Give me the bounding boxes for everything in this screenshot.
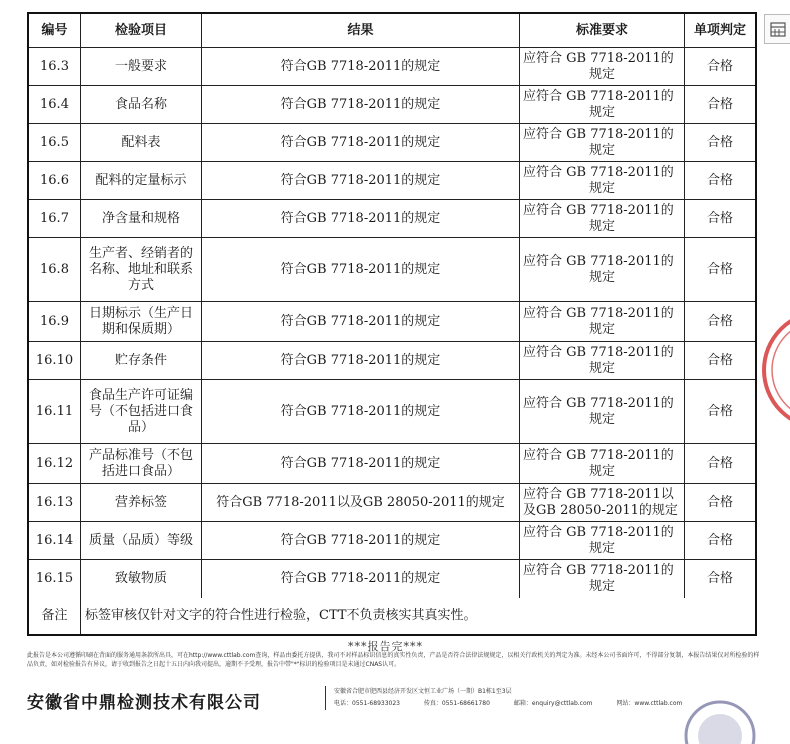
row-judgement: 合格 bbox=[706, 494, 733, 510]
header-no: 编号 bbox=[29, 14, 81, 47]
row-result: 符合GB 7718-2011的规定 bbox=[202, 124, 520, 161]
row-result: 符合GB 7718-2011以及GB 28050-2011的规定 bbox=[202, 484, 520, 521]
seal-emblem bbox=[680, 692, 760, 744]
row-result: 符合GB 7718-2011的规定 bbox=[202, 162, 520, 199]
row-result: 符合GB 7718-2011的规定 bbox=[202, 522, 520, 559]
row-standard bbox=[520, 200, 685, 237]
table-row bbox=[29, 484, 755, 522]
row-judgement: 合格 bbox=[706, 571, 733, 586]
row-result: 符合GB 7718-2011的规定 bbox=[202, 238, 520, 301]
row-item: 一般要求 bbox=[81, 48, 202, 85]
row-standard bbox=[520, 48, 685, 85]
row-item: 食品名称 bbox=[81, 86, 202, 123]
standard-line-2: 规定 bbox=[588, 104, 615, 120]
row-no: 16.8 bbox=[29, 238, 81, 301]
standard-line-1: 应符合 GB 7718-2011的 bbox=[523, 164, 674, 180]
row-result: 符合GB 7718-2011的规定 bbox=[202, 342, 520, 379]
row-standard bbox=[520, 162, 685, 199]
fax-text: 传真：0551-68661780 bbox=[423, 700, 490, 707]
row-item: 贮存条件 bbox=[81, 342, 202, 379]
row-no: 16.6 bbox=[29, 162, 81, 199]
table-row bbox=[29, 48, 755, 86]
row-judgement: 合格 bbox=[706, 210, 733, 226]
row-result: 符合GB 7718-2011的规定 bbox=[202, 560, 520, 598]
table-row bbox=[29, 200, 755, 238]
fine-print: 此报告是本公司遵循印刷在背面的服务通用条款所出具，可在http://www.cttlab.com查询，样品由委托方提供，我司不对样品标识信息的真实性负责，产品是否符合法律法规规定，以相关行政机关的判定为准。未经本公司书面许可，不得部分复制，本报告结果仅对所检验的样品负责，如对检验报告有异议，请于收到报告之日起十五日内向我司提出，逾期不予受理，报告中带"*"标识的检验项目是未通过CNAS认可。 bbox=[27, 652, 760, 668]
row-no: 16.7 bbox=[29, 200, 81, 237]
row-result: 符合GB 7718-2011的规定 bbox=[202, 302, 520, 341]
row-standard bbox=[520, 380, 685, 443]
standard-line-1: 应符合 GB 7718-2011的 bbox=[523, 344, 674, 360]
row-item: 净含量和规格 bbox=[81, 200, 202, 237]
row-result: 符合GB 7718-2011的规定 bbox=[202, 200, 520, 237]
standard-line-2: 规定 bbox=[588, 321, 615, 337]
row-judgement: 合格 bbox=[706, 261, 733, 277]
standard-line-2: 规定 bbox=[588, 579, 615, 594]
row-judgement: 合格 bbox=[706, 352, 733, 368]
standard-line-2: 规定 bbox=[588, 180, 615, 196]
row-result: 符合GB 7718-2011的规定 bbox=[202, 48, 520, 85]
table-row bbox=[29, 522, 755, 560]
standard-line-2: 规定 bbox=[588, 218, 615, 234]
standard-line-1: 应符合 GB 7718-2011的 bbox=[523, 50, 674, 66]
web-text: 网站：www.cttlab.com bbox=[616, 700, 683, 707]
table-row bbox=[29, 162, 755, 200]
row-standard bbox=[520, 522, 685, 559]
table-row bbox=[29, 302, 755, 342]
table-row bbox=[29, 444, 755, 484]
standard-line-2: 规定 bbox=[588, 66, 615, 82]
standard-line-1: 应符合 GB 7718-2011的 bbox=[523, 524, 674, 540]
standard-line-2: 规定 bbox=[588, 360, 615, 376]
standard-line-2: 规定 bbox=[588, 142, 615, 158]
row-judgement: 合格 bbox=[706, 96, 733, 112]
row-judgement: 合格 bbox=[706, 313, 733, 329]
row-no: 16.4 bbox=[29, 86, 81, 123]
row-item: 配料表 bbox=[81, 124, 202, 161]
row-judgement: 合格 bbox=[706, 58, 733, 74]
row-result: 符合GB 7718-2011的规定 bbox=[202, 86, 520, 123]
standard-line-1: 应符合 GB 7718-2011的 bbox=[523, 395, 674, 411]
table-row bbox=[29, 238, 755, 302]
row-judgement: 合格 bbox=[706, 134, 733, 150]
row-item: 质量（品质）等级 bbox=[81, 522, 202, 559]
table-row bbox=[29, 86, 755, 124]
row-judgement: 合格 bbox=[706, 532, 733, 548]
standard-line-1: 应符合 GB 7718-2011的 bbox=[523, 305, 674, 321]
row-no: 16.11 bbox=[29, 380, 81, 443]
header-item: 检验项目 bbox=[81, 14, 202, 47]
row-no: 16.15 bbox=[29, 560, 81, 598]
tel-text: 电话：0551-68933023 bbox=[334, 700, 400, 707]
row-no: 16.5 bbox=[29, 124, 81, 161]
row-standard bbox=[520, 302, 685, 341]
header-judgement: 单项判定 bbox=[693, 22, 746, 38]
row-standard bbox=[520, 86, 685, 123]
row-judgement: 合格 bbox=[706, 403, 733, 419]
row-no: 16.10 bbox=[29, 342, 81, 379]
address-text: 安徽省合肥市肥西县经济开发区文恒工业广场（一期）B1栋1至3层 bbox=[334, 688, 512, 695]
standard-line-1: 应符合 GB 7718-2011以 bbox=[523, 486, 674, 502]
report-end-text: ***报告完*** bbox=[348, 640, 423, 653]
table-row bbox=[29, 380, 755, 444]
inspection-table bbox=[27, 12, 757, 636]
table-row bbox=[29, 124, 755, 162]
row-no: 16.12 bbox=[29, 444, 81, 483]
table-row bbox=[29, 342, 755, 380]
standard-line-2: 规定 bbox=[588, 540, 615, 556]
row-standard bbox=[520, 124, 685, 161]
header-standard: 标准要求 bbox=[520, 14, 685, 47]
note-label: 备注 bbox=[29, 598, 81, 634]
row-item: 日期标示（生产日期和保质期） bbox=[81, 302, 202, 341]
row-item: 配料的定量标示 bbox=[81, 162, 202, 199]
table-header bbox=[29, 14, 755, 48]
row-result: 符合GB 7718-2011的规定 bbox=[202, 380, 520, 443]
header-result: 结果 bbox=[202, 14, 520, 47]
standard-line-1: 应符合 GB 7718-2011的 bbox=[523, 447, 674, 463]
row-standard bbox=[520, 444, 685, 483]
standard-line-1: 应符合 GB 7718-2011的 bbox=[523, 253, 674, 269]
row-item: 生产者、经销者的名称、地址和联系方式 bbox=[81, 238, 202, 301]
note-text: 标签审核仅针对文字的符合性进行检验，CTT不负责核实其真实性。 bbox=[85, 608, 477, 623]
row-standard bbox=[520, 560, 685, 598]
row-standard bbox=[520, 342, 685, 379]
note-row bbox=[29, 598, 755, 634]
red-stamp-fragment bbox=[760, 300, 790, 440]
company-name: 安徽省中鼎检测技术有限公司 bbox=[27, 693, 261, 713]
row-judgement: 合格 bbox=[706, 455, 733, 471]
standard-line-2: 规定 bbox=[588, 411, 615, 427]
table-row bbox=[29, 560, 755, 598]
standard-line-1: 应符合 GB 7718-2011的 bbox=[523, 202, 674, 218]
standard-line-1: 应符合 GB 7718-2011的 bbox=[523, 88, 674, 104]
standard-line-2: 及GB 28050-2011的规定 bbox=[523, 502, 678, 518]
standard-line-2: 规定 bbox=[588, 463, 615, 479]
row-item: 产品标准号（不包括进口食品） bbox=[81, 444, 202, 483]
row-no: 16.9 bbox=[29, 302, 81, 341]
row-no: 16.3 bbox=[29, 48, 81, 85]
row-standard bbox=[520, 484, 685, 521]
calendar-icon[interactable] bbox=[764, 14, 790, 44]
row-standard bbox=[520, 238, 685, 301]
standard-line-2: 规定 bbox=[588, 269, 615, 285]
standard-line-1: 应符合 GB 7718-2011的 bbox=[523, 126, 674, 142]
row-judgement: 合格 bbox=[706, 172, 733, 188]
row-item: 食品生产许可证编号（不包括进口食品） bbox=[81, 380, 202, 443]
row-no: 16.13 bbox=[29, 484, 81, 521]
row-item: 致敏物质 bbox=[81, 560, 202, 598]
email-text: 邮箱：enquiry@cttlab.com bbox=[513, 700, 593, 707]
row-item: 营养标签 bbox=[81, 484, 202, 521]
row-result: 符合GB 7718-2011的规定 bbox=[202, 444, 520, 483]
standard-line-1: 应符合 GB 7718-2011的 bbox=[523, 563, 674, 578]
row-no: 16.14 bbox=[29, 522, 81, 559]
